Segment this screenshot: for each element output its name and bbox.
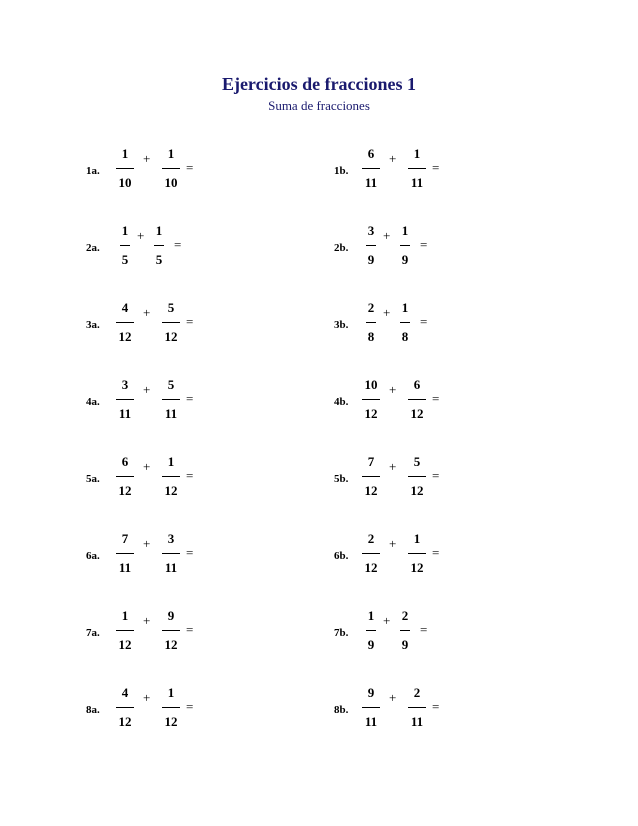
- plus-sign: +: [137, 228, 145, 243]
- equals-sign: =: [432, 391, 440, 406]
- fraction-bar-2: [162, 476, 180, 477]
- numerator-1: 3: [367, 223, 375, 238]
- denominator-1: 10: [118, 175, 132, 190]
- fraction-bar-1: [362, 168, 380, 169]
- fraction-bar-2: [400, 245, 410, 246]
- exercise-label: 1b.: [334, 165, 349, 177]
- equals-sign: =: [186, 622, 194, 637]
- equals-sign: =: [420, 314, 428, 329]
- exercise-label: 3b.: [334, 319, 349, 331]
- exercise-7b: [334, 608, 464, 658]
- equals-sign: =: [432, 699, 440, 714]
- numerator-1: 9: [367, 685, 375, 700]
- numerator-1: 4: [121, 685, 129, 700]
- fraction-bar-1: [116, 168, 134, 169]
- denominator-1: 9: [367, 637, 375, 652]
- plus-sign: +: [389, 151, 397, 166]
- numerator-2: 1: [167, 685, 175, 700]
- fraction-bar-2: [408, 476, 426, 477]
- fraction-bar-1: [116, 707, 134, 708]
- equals-sign: =: [432, 468, 440, 483]
- denominator-1: 12: [364, 406, 378, 421]
- equals-sign: =: [432, 545, 440, 560]
- denominator-1: 11: [364, 175, 378, 190]
- equals-sign: =: [432, 160, 440, 175]
- page-subtitle: Suma de fracciones: [268, 98, 370, 113]
- exercise-4a: [86, 377, 216, 427]
- denominator-1: 9: [367, 252, 375, 267]
- numerator-2: 1: [167, 454, 175, 469]
- denominator-2: 8: [401, 329, 409, 344]
- denominator-1: 12: [118, 483, 132, 498]
- denominator-2: 12: [164, 329, 178, 344]
- numerator-2: 2: [413, 685, 421, 700]
- fraction-bar-1: [362, 399, 380, 400]
- denominator-1: 12: [118, 714, 132, 729]
- numerator-1: 7: [121, 531, 129, 546]
- exercise-label: 6a.: [86, 550, 100, 562]
- numerator-2: 1: [413, 146, 421, 161]
- plus-sign: +: [383, 305, 391, 320]
- denominator-1: 12: [118, 637, 132, 652]
- plus-sign: +: [389, 382, 397, 397]
- exercise-label: 6b.: [334, 550, 349, 562]
- exercise-label: 7b.: [334, 627, 349, 639]
- numerator-2: 1: [401, 300, 409, 315]
- denominator-1: 5: [121, 252, 129, 267]
- numerator-1: 1: [121, 223, 129, 238]
- numerator-1: 2: [367, 300, 375, 315]
- exercise-label: 4b.: [334, 396, 349, 408]
- exercise-3a: [86, 300, 216, 350]
- denominator-2: 11: [164, 406, 178, 421]
- exercise-6b: [334, 531, 464, 581]
- denominator-1: 11: [118, 406, 132, 421]
- exercise-label: 4a.: [86, 396, 100, 408]
- numerator-1: 10: [364, 377, 378, 392]
- fraction-bar-1: [366, 245, 376, 246]
- plus-sign: +: [383, 228, 391, 243]
- numerator-1: 4: [121, 300, 129, 315]
- denominator-2: 9: [401, 637, 409, 652]
- numerator-1: 6: [121, 454, 129, 469]
- fraction-bar-2: [162, 553, 180, 554]
- equals-sign: =: [186, 699, 194, 714]
- fraction-bar-2: [162, 630, 180, 631]
- fraction-bar-1: [362, 707, 380, 708]
- plus-sign: +: [143, 151, 151, 166]
- numerator-1: 1: [367, 608, 375, 623]
- numerator-1: 7: [367, 454, 375, 469]
- numerator-2: 1: [155, 223, 163, 238]
- exercise-label: 8b.: [334, 704, 349, 716]
- denominator-2: 12: [410, 483, 424, 498]
- fraction-bar-1: [366, 630, 376, 631]
- exercise-7a: [86, 608, 216, 658]
- exercise-3b: [334, 300, 464, 350]
- exercise-5b: [334, 454, 464, 504]
- numerator-2: 1: [413, 531, 421, 546]
- denominator-2: 11: [410, 175, 424, 190]
- plus-sign: +: [389, 459, 397, 474]
- plus-sign: +: [143, 459, 151, 474]
- fraction-bar-2: [154, 245, 164, 246]
- denominator-1: 8: [367, 329, 375, 344]
- equals-sign: =: [186, 391, 194, 406]
- numerator-1: 3: [121, 377, 129, 392]
- fraction-bar-2: [400, 322, 410, 323]
- fraction-bar-2: [408, 553, 426, 554]
- exercise-4b: [334, 377, 464, 427]
- numerator-2: 3: [167, 531, 175, 546]
- fraction-bar-1: [366, 322, 376, 323]
- fraction-bar-1: [116, 553, 134, 554]
- fraction-bar-1: [362, 476, 380, 477]
- exercise-1a: [86, 146, 216, 196]
- fraction-bar-2: [162, 322, 180, 323]
- numerator-2: 6: [413, 377, 421, 392]
- denominator-1: 12: [118, 329, 132, 344]
- plus-sign: +: [143, 536, 151, 551]
- denominator-1: 12: [364, 560, 378, 575]
- fraction-bar-1: [116, 322, 134, 323]
- numerator-2: 5: [413, 454, 421, 469]
- fraction-bar-1: [116, 476, 134, 477]
- numerator-2: 9: [167, 608, 175, 623]
- denominator-2: 12: [164, 483, 178, 498]
- page-title: Ejercicios de fracciones 1: [221, 74, 417, 94]
- denominator-1: 11: [364, 714, 378, 729]
- fraction-bar-2: [162, 707, 180, 708]
- plus-sign: +: [389, 536, 397, 551]
- denominator-2: 12: [410, 406, 424, 421]
- denominator-2: 12: [164, 714, 178, 729]
- equals-sign: =: [186, 160, 194, 175]
- exercise-2b: [334, 223, 464, 273]
- exercise-label: 2a.: [86, 242, 100, 254]
- numerator-1: 2: [367, 531, 375, 546]
- denominator-2: 12: [410, 560, 424, 575]
- denominator-2: 10: [164, 175, 178, 190]
- fraction-bar-2: [162, 168, 180, 169]
- plus-sign: +: [143, 382, 151, 397]
- plus-sign: +: [143, 305, 151, 320]
- denominator-1: 11: [118, 560, 132, 575]
- equals-sign: =: [174, 237, 182, 252]
- exercise-2a: [86, 223, 216, 273]
- exercise-5a: [86, 454, 216, 504]
- fraction-bar-2: [408, 168, 426, 169]
- exercise-8b: [334, 685, 464, 735]
- equals-sign: =: [186, 468, 194, 483]
- numerator-2: 5: [167, 377, 175, 392]
- denominator-2: 11: [164, 560, 178, 575]
- plus-sign: +: [389, 690, 397, 705]
- fraction-bar-1: [116, 399, 134, 400]
- exercise-label: 7a.: [86, 627, 100, 639]
- numerator-2: 1: [167, 146, 175, 161]
- fraction-bar-1: [362, 553, 380, 554]
- exercise-label: 3a.: [86, 319, 100, 331]
- fraction-bar-2: [400, 630, 410, 631]
- numerator-1: 1: [121, 146, 129, 161]
- fraction-bar-2: [408, 399, 426, 400]
- exercise-6a: [86, 531, 216, 581]
- exercise-label: 5b.: [334, 473, 349, 485]
- numerator-2: 1: [401, 223, 409, 238]
- numerator-1: 1: [121, 608, 129, 623]
- equals-sign: =: [420, 237, 428, 252]
- equals-sign: =: [186, 545, 194, 560]
- fraction-bar-1: [120, 245, 130, 246]
- denominator-2: 9: [401, 252, 409, 267]
- exercise-1b: [334, 146, 464, 196]
- exercise-label: 1a.: [86, 165, 100, 177]
- fraction-bar-1: [116, 630, 134, 631]
- denominator-2: 12: [164, 637, 178, 652]
- denominator-2: 11: [410, 714, 424, 729]
- fraction-bar-2: [408, 707, 426, 708]
- equals-sign: =: [420, 622, 428, 637]
- plus-sign: +: [143, 690, 151, 705]
- denominator-1: 12: [364, 483, 378, 498]
- plus-sign: +: [143, 613, 151, 628]
- exercise-8a: [86, 685, 216, 735]
- plus-sign: +: [383, 613, 391, 628]
- fraction-bar-2: [162, 399, 180, 400]
- numerator-2: 2: [401, 608, 409, 623]
- exercise-label: 5a.: [86, 473, 100, 485]
- exercise-label: 2b.: [334, 242, 349, 254]
- numerator-2: 5: [167, 300, 175, 315]
- exercise-label: 8a.: [86, 704, 100, 716]
- denominator-2: 5: [155, 252, 163, 267]
- numerator-1: 6: [367, 146, 375, 161]
- equals-sign: =: [186, 314, 194, 329]
